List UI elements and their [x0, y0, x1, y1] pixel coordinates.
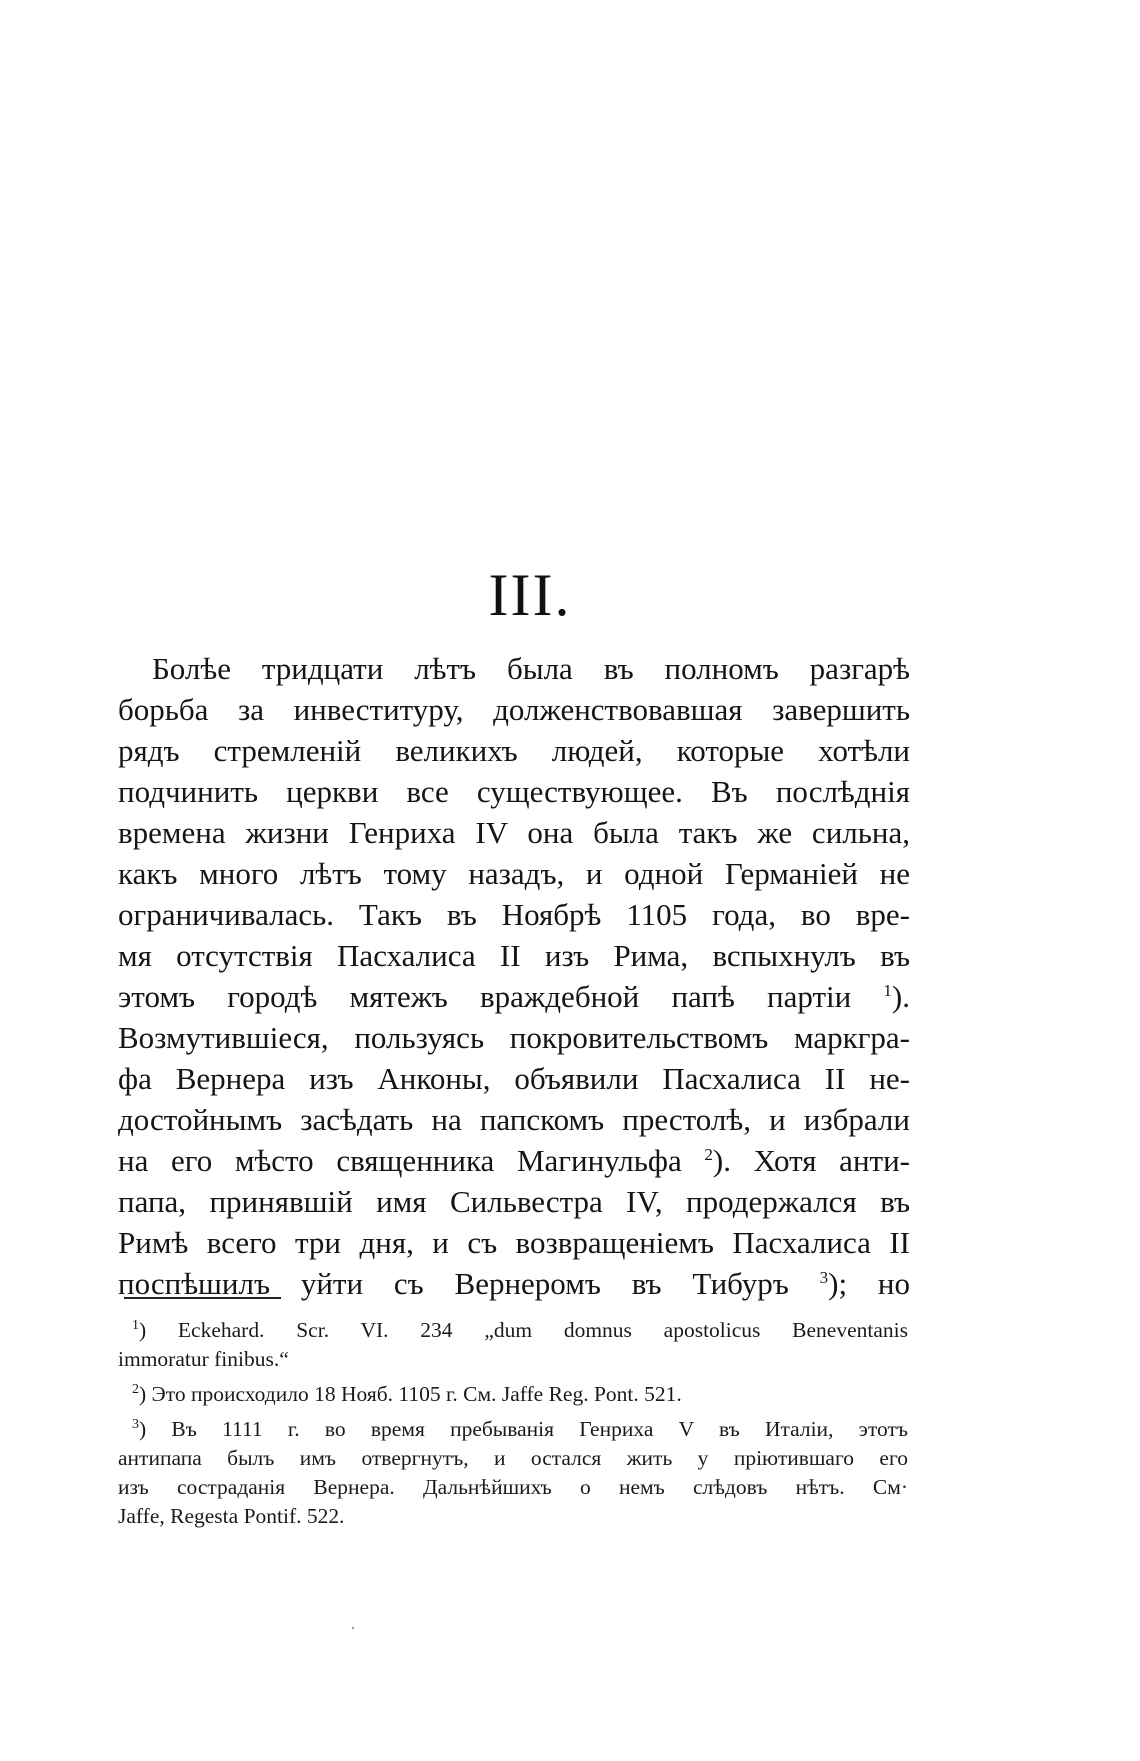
- footnote-3-line: Jaffe, Regesta Pontif. 522.: [118, 1504, 345, 1528]
- footnote-3-text: ) Въ 1111 г. во время пребыванія Генриха V въ Италіи, этотъ: [139, 1417, 908, 1441]
- body-line-continuation: ); но: [828, 1266, 910, 1301]
- body-line: фа Вернера изъ Анконы, объявили Пасхалиса II не-: [118, 1061, 910, 1096]
- body-line-continuation: ). Хотя анти-: [712, 1143, 910, 1178]
- footnote-ref-3: 3: [819, 1268, 829, 1287]
- body-line: ограничивалась. Такъ въ Ноябрѣ 1105 года, во вре-: [118, 897, 910, 932]
- chapter-heading: III.: [488, 562, 572, 628]
- footnote-1-line: [118, 1316, 908, 1345]
- body-line: подчинить церкви все существующее. Въ послѣднія: [118, 774, 910, 809]
- footnote-1-text: ) Eckehard. Scr. VI. 234 „dum domnus apostolicus Beneventanis: [139, 1318, 908, 1342]
- footnote-3-line: антипапа былъ имъ отвергнутъ, и остался жить у пріютившаго его: [118, 1446, 908, 1470]
- body-line: какъ много лѣтъ тому назадъ, и одной Германіей не: [118, 856, 910, 891]
- print-speck: [352, 1627, 354, 1629]
- footnote-1-line: immoratur finibus.“: [118, 1347, 289, 1371]
- body-line: рядъ стремленій великихъ людей, которые хотѣли: [118, 733, 910, 768]
- body-line-text: поспѣшилъ уйти съ Вернеромъ въ Тибуръ: [118, 1266, 789, 1301]
- footnote-ref-1-close: ).: [891, 979, 910, 1014]
- body-line: Болѣе тридцати лѣтъ была въ полномъ разгарѣ: [152, 651, 910, 686]
- body-line-text: этомъ городѣ мятежъ враждебной папѣ партіи: [118, 979, 852, 1014]
- footnotes: [118, 1316, 908, 1531]
- footnote-ref-1: 1: [883, 981, 892, 1000]
- footnote-2-line: [118, 1380, 908, 1409]
- body-line: времена жизни Генриха IV она была такъ же сильна,: [118, 815, 910, 850]
- body-text: [118, 648, 910, 1304]
- body-line-with-ref: [118, 976, 910, 1017]
- body-line-text: на его мѣсто священника Магинульфа: [118, 1143, 682, 1178]
- body-line: борьба за инвеституру, долженствовавшая завершить: [118, 692, 910, 727]
- body-line: достойнымъ засѣдать на папскомъ престолѣ, и избрали: [118, 1102, 910, 1137]
- footnote-2-text: ) Это происходило 18 Нояб. 1105 г. См. Jaffe Reg. Pont. 521.: [139, 1382, 682, 1406]
- body-line: папа, принявшій имя Сильвестра IV, продержался въ: [118, 1184, 910, 1219]
- body-line: Римѣ всего три дня, и съ возвращеніемъ Пасхалиса II: [118, 1225, 910, 1260]
- body-line-with-ref: [118, 1140, 910, 1181]
- footnote-3-line: [118, 1415, 908, 1444]
- footnote-ref-2: 2: [704, 1145, 713, 1164]
- footnote-2-mark: 2: [132, 1382, 139, 1397]
- footnote-separator: [124, 1297, 281, 1299]
- body-line: мя отсутствія Пасхалиса II изъ Рима, вспыхнулъ въ: [118, 938, 910, 973]
- footnote-3-line: изъ состраданія Вернера. Дальнѣйшихъ о немъ слѣдовъ нѣтъ. См·: [118, 1475, 908, 1499]
- body-line: Возмутившіеся, пользуясь покровительствомъ маркгра-: [118, 1020, 910, 1055]
- footnote-3-mark: 3: [132, 1417, 139, 1432]
- footnote-1-mark: 1: [132, 1318, 139, 1333]
